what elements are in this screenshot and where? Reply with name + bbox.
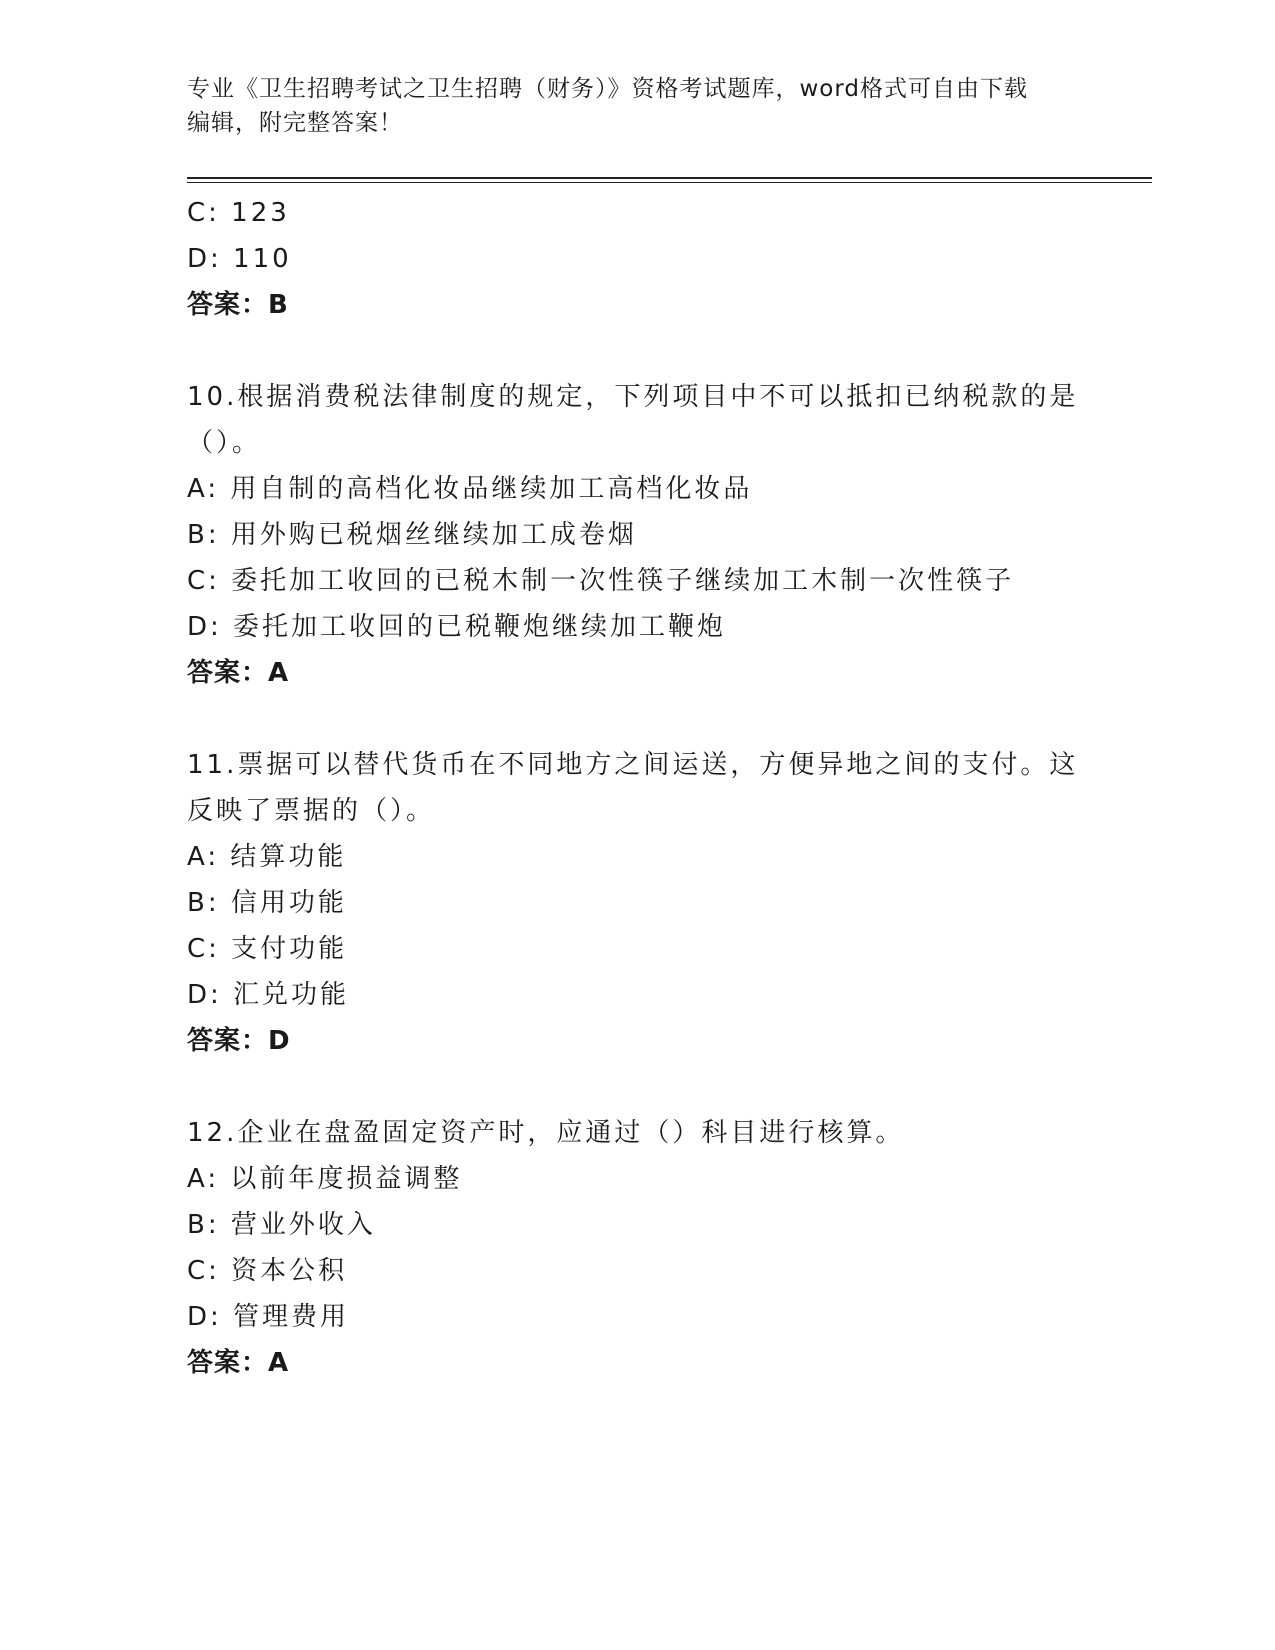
option-d: D: 委托加工收回的已税鞭炮继续加工鞭炮 xyxy=(187,612,727,642)
option-d: D: 管理费用 xyxy=(187,1302,350,1332)
spacer xyxy=(187,696,1067,742)
prev-answer: 答案：B xyxy=(187,290,289,320)
prev-option-c: C: 123 xyxy=(187,198,290,228)
option-a: A: 以前年度损益调整 xyxy=(187,1164,463,1194)
question-text: 12.企业在盘盈固定资产时，应通过（）科目进行核算。 xyxy=(187,1118,905,1148)
option-d: D: 汇兑功能 xyxy=(187,980,350,1010)
option-c: C: 资本公积 xyxy=(187,1256,348,1286)
option-a: A: 用自制的高档化妆品继续加工高档化妆品 xyxy=(187,474,753,504)
option-b: B: 信用功能 xyxy=(187,888,347,918)
page-header xyxy=(187,72,1067,140)
document-body xyxy=(187,190,1079,1386)
option-c: C: 委托加工收回的已税木制一次性筷子继续加工木制一次性筷子 xyxy=(187,566,1015,596)
option-b: B: 用外购已税烟丝继续加工成卷烟 xyxy=(187,520,637,550)
question-text-cont: 反映了票据的（）。 xyxy=(187,796,436,826)
question-text-cont: （）。 xyxy=(187,428,262,458)
answer: 答案：D xyxy=(187,1026,291,1056)
option-c: C: 支付功能 xyxy=(187,934,348,964)
answer: 答案：A xyxy=(187,658,290,688)
spacer xyxy=(187,1064,1067,1110)
question-text: 10.根据消费税法律制度的规定，下列项目中不可以抵扣已纳税款的是 xyxy=(187,382,1079,412)
prev-option-d: D: 110 xyxy=(187,244,292,274)
question-12 xyxy=(187,1110,1067,1386)
question-text: 11.票据可以替代货币在不同地方之间运送，方便异地之间的支付。这 xyxy=(187,750,1079,780)
option-b: B: 营业外收入 xyxy=(187,1210,376,1240)
header-line-2: 编辑，附完整答案！ xyxy=(187,110,403,136)
header-line-1: 专业《卫生招聘考试之卫生招聘（财务）》资格考试题库，word格式可自由下载 xyxy=(187,76,1029,102)
header-divider xyxy=(187,177,1152,183)
question-11 xyxy=(187,742,1079,1064)
option-a: A: 结算功能 xyxy=(187,842,347,872)
question-10 xyxy=(187,374,1079,696)
answer: 答案：A xyxy=(187,1348,290,1378)
spacer xyxy=(187,328,1067,374)
